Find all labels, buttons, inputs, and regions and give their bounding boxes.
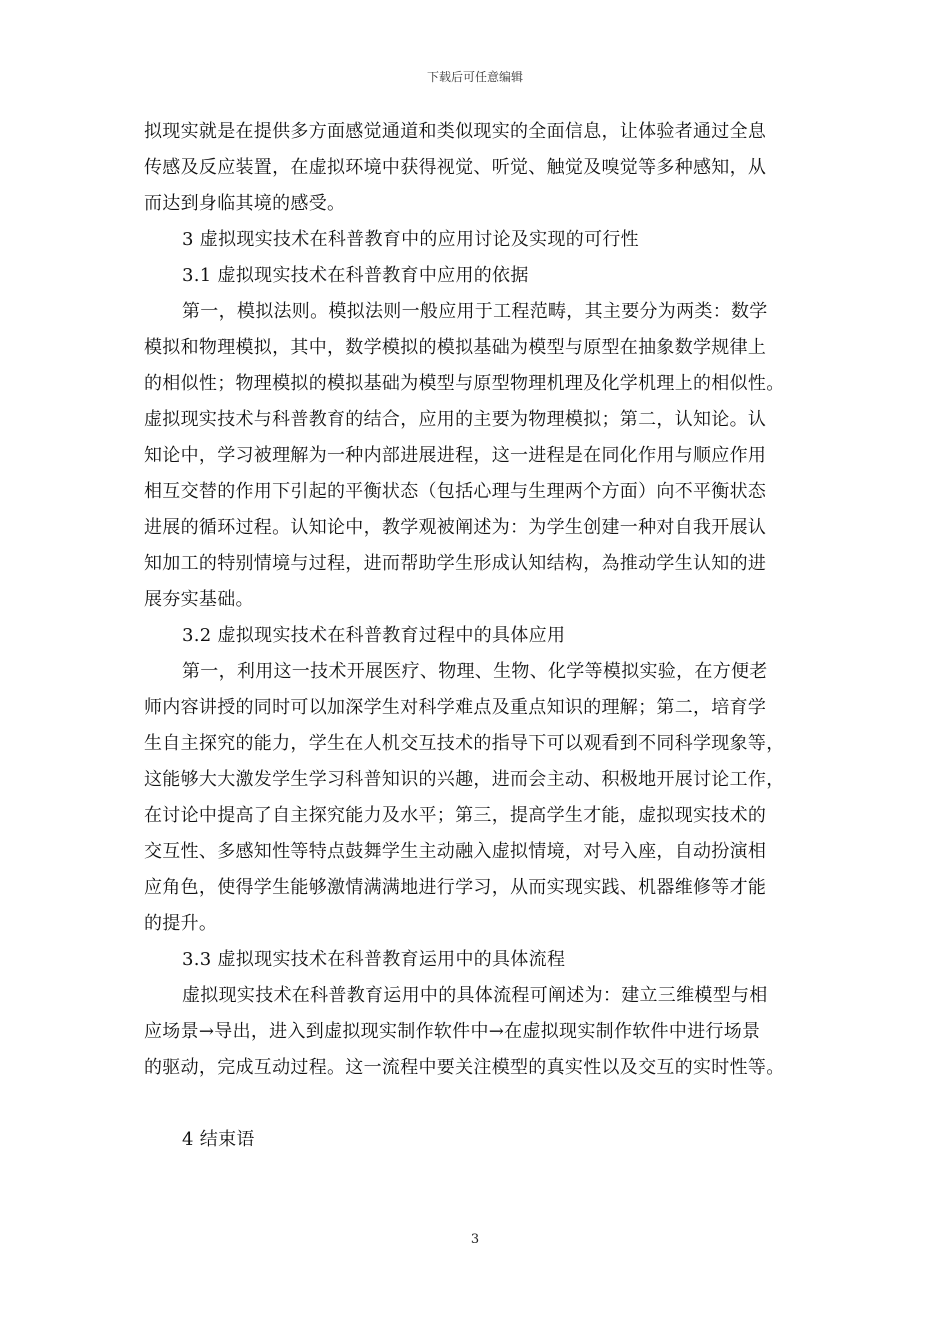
text-line: 在讨论中提高了自主探究能力及水平；第三，提高学生才能，虚拟现实技术的 xyxy=(144,805,767,826)
text-line: 相互交替的作用下引起的平衡状态（包括心理与生理两个方面）向不平衡状态 xyxy=(144,481,767,502)
text-line: 虚拟现实技术与科普教育的结合，应用的主要为物理模拟；第二，认知论。认 xyxy=(144,409,767,430)
text-line: 第一，利用这一技术开展医疗、物理、生物、化学等模拟实验，在方便老 xyxy=(182,661,768,682)
text-line: 拟现实就是在提供多方面感觉通道和类似现实的全面信息，让体验者通过全息 xyxy=(144,121,767,142)
text-line: 进展的循环过程。认知论中，教学观被阐述为：为学生创建一种对自我开展认 xyxy=(144,517,767,538)
section-heading-4 xyxy=(144,1122,824,1158)
text-line: 交互性、多感知性等特点鼓舞学生主动融入虚拟情境，对号入座，自动扮演相 xyxy=(144,841,767,862)
text-line: 师内容讲授的同时可以加深学生对科学难点及重点知识的理解；第二，培育学 xyxy=(144,697,767,718)
text-line: 的驱动，完成互动过程。这一流程中要关注模型的真实性以及交互的实时性等。 xyxy=(144,1057,785,1078)
paragraph-intro-continuation xyxy=(144,114,824,222)
heading-text: 3.3 虚拟现实技术在科普教育运用中的具体流程 xyxy=(182,949,566,970)
paragraph-simulation-cognition xyxy=(144,294,824,618)
page-number: 3 xyxy=(470,1232,480,1247)
text-line: 的相似性；物理模拟的模拟基础为模型与原型物理机理及化学机理上的相似性。 xyxy=(144,373,785,394)
heading-text: 4 结束语 xyxy=(182,1129,255,1150)
text-line: 知论中，学习被理解为一种内部进展进程，这一进程是在同化作用与顺应作用 xyxy=(144,445,767,466)
text-line: 应角色，使得学生能够激情满满地进行学习，从而实现实践、机器维修等才能 xyxy=(144,877,767,898)
text-line: 第一，模拟法则。模拟法则一般应用于工程范畴，其主要分为两类：数学 xyxy=(182,301,768,322)
text-line: 传感及反应装置，在虚拟环境中获得视觉、听觉、触觉及嗅觉等多种感知，从 xyxy=(144,157,767,178)
document-body xyxy=(144,114,824,1158)
text-line: 而达到身临其境的感受。 xyxy=(144,193,346,214)
text-line: 展夯实基础。 xyxy=(144,589,254,610)
text-line: 知加工的特别情境与过程，进而帮助学生形成认知结构，為推动学生认知的进 xyxy=(144,553,767,574)
text-line: 模拟和物理模拟，其中，数学模拟的模拟基础为模型与原型在抽象数学规律上 xyxy=(144,337,767,358)
paragraph-applications xyxy=(144,654,824,942)
text-line: 的提升。 xyxy=(144,913,218,934)
text-line: 生自主探究的能力，学生在人机交互技术的指导下可以观看到不同科学现象等， xyxy=(144,733,785,754)
text-line: 虚拟现实技术在科普教育运用中的具体流程可阐述为：建立三维模型与相 xyxy=(182,985,768,1006)
text-line: 应场景→导出，进入到虚拟现实制作软件中→在虚拟现实制作软件中进行场景 xyxy=(144,1021,761,1042)
text-line: 这能够大大激发学生学习科普知识的兴趣，进而会主动、积极地开展讨论工作， xyxy=(144,769,785,790)
subsection-heading-3-3 xyxy=(144,942,824,978)
paragraph-workflow xyxy=(144,978,824,1086)
heading-text: 3 虚拟现实技术在科普教育中的应用讨论及实现的可行性 xyxy=(182,229,639,250)
subsection-heading-3-2 xyxy=(144,618,824,654)
spacer xyxy=(144,1086,824,1122)
heading-text: 3.1 虚拟现实技术在科普教育中应用的依据 xyxy=(182,265,529,286)
section-heading-3 xyxy=(144,222,824,258)
heading-text: 3.2 虚拟现实技术在科普教育过程中的具体应用 xyxy=(182,625,566,646)
page-header: 下载后可任意编辑 xyxy=(426,70,523,84)
subsection-heading-3-1 xyxy=(144,258,824,294)
